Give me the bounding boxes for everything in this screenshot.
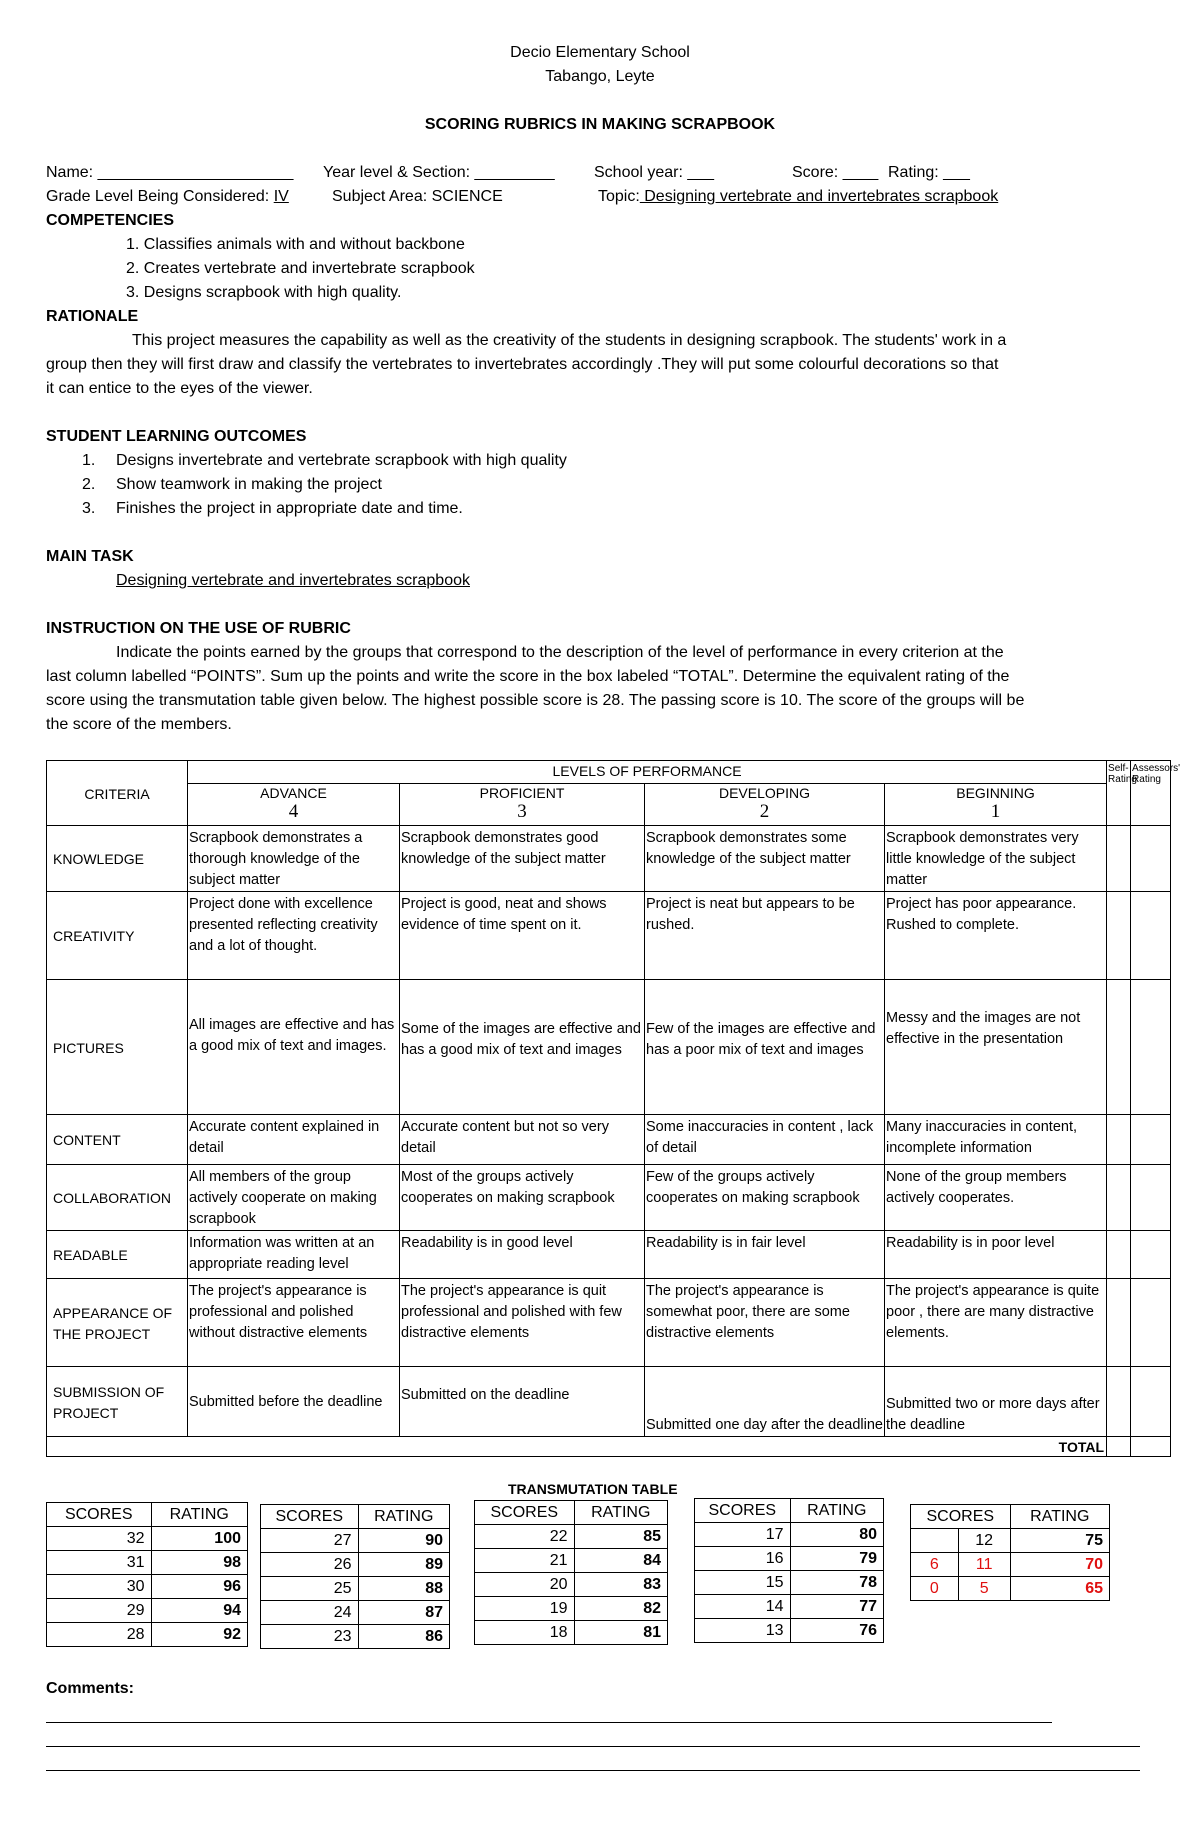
descriptor-cell: Project is good, neat and shows evidence of time spent on it.	[400, 892, 645, 980]
descriptor-cell: Readability is in poor level	[885, 1231, 1107, 1279]
score-cell: 23	[261, 1625, 359, 1649]
page-title: SCORING RUBRICS IN MAKING SCRAPBOOK	[424, 116, 776, 133]
table-row	[47, 826, 1171, 892]
topic	[598, 188, 998, 206]
table-row	[47, 1575, 248, 1599]
table-row	[911, 1553, 1110, 1577]
table-row	[695, 1619, 884, 1643]
outcome-num: 1.	[82, 452, 96, 469]
rating-cell: 82	[574, 1597, 667, 1621]
descriptor-cell: Few of the groups actively cooperates on making scrapbook	[645, 1165, 885, 1231]
school-year-field: School year: ___	[594, 164, 715, 181]
assessors-rating-cell[interactable]	[1131, 1279, 1171, 1367]
rating-cell: 77	[790, 1595, 883, 1619]
transmutation-title: TRANSMUTATION TABLE	[508, 1481, 678, 1497]
assessors-rating-cell[interactable]	[1131, 826, 1171, 892]
score-cell: 11	[958, 1553, 1010, 1577]
table-row	[47, 1367, 1171, 1437]
grade-level-value: IV	[273, 188, 289, 205]
score-cell: 14	[695, 1595, 791, 1619]
level-header	[188, 784, 400, 826]
table-row	[47, 1623, 248, 1647]
transmutation-table-5	[910, 1504, 1110, 1601]
descriptor-cell: Scrapbook demonstrates very little knowledge of the subject matter	[885, 826, 1107, 892]
criterion-label: APPEARANCE OF THE PROJECT	[47, 1279, 188, 1367]
table-row	[47, 980, 1171, 1115]
outcome-item: Finishes the project in appropriate date and time.	[116, 500, 463, 517]
level-name: DEVELOPING	[718, 785, 811, 801]
min-score-cell	[911, 1529, 959, 1553]
score-cell: 16	[695, 1547, 791, 1571]
descriptor-cell: None of the group members actively cooperates.	[885, 1165, 1107, 1231]
main-task-heading: MAIN TASK	[46, 548, 134, 565]
table-row	[47, 1599, 248, 1623]
instruction-heading: INSTRUCTION ON THE USE OF RUBRIC	[46, 620, 351, 637]
topic-value: Designing vertebrate and invertebrates scrapbook	[639, 188, 999, 205]
score-cell: 13	[695, 1619, 791, 1643]
score-cell: 32	[47, 1527, 152, 1551]
rating-header: RATING	[358, 1505, 449, 1529]
scores-header: SCORES	[475, 1501, 575, 1525]
rating-cell: 70	[1010, 1553, 1109, 1577]
score-cell: 12	[958, 1529, 1010, 1553]
table-row	[47, 1165, 1171, 1231]
outcome-num: 2.	[82, 476, 96, 493]
descriptor-cell: The project's appearance is quite poor , there are many distractive elements.	[885, 1279, 1107, 1367]
level-name: PROFICIENT	[479, 785, 565, 801]
table-row	[47, 892, 1171, 980]
assessors-rating-header: Assessors' Rating	[1131, 761, 1171, 826]
descriptor-cell: The project's appearance is somewhat poor, there are some distractive elements	[645, 1279, 885, 1367]
comment-line[interactable]	[46, 1770, 1140, 1771]
table-row	[695, 1595, 884, 1619]
assessors-rating-cell[interactable]	[1131, 1165, 1171, 1231]
rating-cell: 94	[151, 1599, 248, 1623]
school-name: Decio Elementary School	[510, 44, 690, 61]
rating-cell: 89	[358, 1553, 449, 1577]
criterion-label: CONTENT	[47, 1115, 188, 1165]
criteria-header: CRITERIA	[47, 761, 188, 826]
descriptor-cell: Scrapbook demonstrates good knowledge of the subject matter	[400, 826, 645, 892]
rating-cell: 79	[790, 1547, 883, 1571]
rating-cell: 88	[358, 1577, 449, 1601]
total-row	[47, 1437, 1171, 1457]
table-row	[475, 1597, 668, 1621]
score-cell: 17	[695, 1523, 791, 1547]
rationale-text: it can entice to the eyes of the viewer.	[46, 380, 313, 397]
descriptor-cell: Scrapbook demonstrates a thorough knowledge of the subject matter	[188, 826, 400, 892]
table-row	[475, 1525, 668, 1549]
table-row	[475, 1573, 668, 1597]
comments-label: Comments:	[46, 1680, 135, 1697]
score-cell: 22	[475, 1525, 575, 1549]
rating-cell: 85	[574, 1525, 667, 1549]
self-rating-cell[interactable]	[1107, 980, 1131, 1115]
level-header	[400, 784, 645, 826]
score-cell: 21	[475, 1549, 575, 1573]
descriptor-cell: Scrapbook demonstrates some knowledge of the subject matter	[645, 826, 885, 892]
rating-cell: 81	[574, 1621, 667, 1645]
level-points: 4	[288, 801, 299, 822]
topic-label: Topic:	[598, 188, 640, 205]
table-row	[261, 1529, 450, 1553]
min-score-cell: 6	[911, 1553, 959, 1577]
self-rating-cell[interactable]	[1107, 1279, 1131, 1367]
table-row	[475, 1621, 668, 1645]
score-cell: 30	[47, 1575, 152, 1599]
outcome-item: Show teamwork in making the project	[116, 476, 382, 493]
rationale-heading: RATIONALE	[46, 308, 139, 325]
transmutation-table-4	[694, 1498, 884, 1643]
rating-header: RATING	[790, 1499, 883, 1523]
rationale-text: This project measures the capability as well as the creativity of the students in designing scrapbook. The students' work in a	[132, 332, 1007, 349]
level-header	[885, 784, 1107, 826]
grade-level	[46, 188, 289, 206]
rating-cell: 90	[358, 1529, 449, 1553]
rating-cell: 84	[574, 1549, 667, 1573]
table-row	[47, 1527, 248, 1551]
year-level-field: Year level & Section: _________	[323, 164, 555, 181]
rating-cell: 100	[151, 1527, 248, 1551]
rating-cell: 75	[1010, 1529, 1109, 1553]
rating-cell: 76	[790, 1619, 883, 1643]
level-name: BEGINNING	[956, 785, 1035, 801]
descriptor-cell: Submitted before the deadline	[188, 1367, 400, 1437]
level-points: 2	[759, 801, 770, 822]
outcome-num: 3.	[82, 500, 96, 517]
instruction-text: last column labelled “POINTS”. Sum up the points and write the score in the box labeled “TOTAL”. Determine the equivalent rating of the	[46, 668, 1010, 685]
rating-cell: 78	[790, 1571, 883, 1595]
descriptor-cell: Accurate content explained in detail	[188, 1115, 400, 1165]
descriptor-cell: Readability is in fair level	[645, 1231, 885, 1279]
table-row	[695, 1523, 884, 1547]
criterion-label: COLLABORATION	[47, 1165, 188, 1231]
table-row	[911, 1577, 1110, 1601]
rating-header: RATING	[151, 1503, 248, 1527]
rating-cell: 86	[358, 1625, 449, 1649]
subject-area: Subject Area: SCIENCE	[332, 188, 503, 205]
descriptor-cell: Many inaccuracies in content, incomplete information	[885, 1115, 1107, 1165]
criterion-label: READABLE	[47, 1231, 188, 1279]
assessors-rating-cell[interactable]	[1131, 980, 1171, 1115]
table-row	[47, 1115, 1171, 1165]
table-row	[261, 1601, 450, 1625]
competency-item: 2. Creates vertebrate and invertebrate scrapbook	[126, 260, 475, 277]
total-label: TOTAL	[47, 1437, 1107, 1457]
descriptor-cell: Most of the groups actively cooperates on making scrapbook	[400, 1165, 645, 1231]
main-task-text: Designing vertebrate and invertebrates scrapbook	[116, 572, 470, 589]
self-rating-cell[interactable]	[1107, 1367, 1131, 1437]
outcome-item: Designs invertebrate and vertebrate scrapbook with high quality	[116, 452, 567, 469]
rating-cell: 80	[790, 1523, 883, 1547]
rating-cell: 98	[151, 1551, 248, 1575]
score-cell: 27	[261, 1529, 359, 1553]
rating-cell: 65	[1010, 1577, 1109, 1601]
transmutation-table-3	[474, 1500, 668, 1645]
assessors-rating-cell[interactable]	[1131, 892, 1171, 980]
self-rating-cell[interactable]	[1107, 1231, 1131, 1279]
score-cell: 18	[475, 1621, 575, 1645]
table-row	[695, 1547, 884, 1571]
instruction-text: score using the transmutation table given below. The highest possible score is 28. The passing score is 10. The score of the groups will be	[46, 692, 1025, 709]
descriptor-cell: Accurate content but not so very detail	[400, 1115, 645, 1165]
comment-line[interactable]	[46, 1746, 1140, 1747]
competency-item: 1. Classifies animals with and without backbone	[126, 236, 465, 253]
score-cell: 25	[261, 1577, 359, 1601]
instruction-text: the score of the members.	[46, 716, 232, 733]
descriptor-cell: Readability is in good level	[400, 1231, 645, 1279]
table-row	[261, 1553, 450, 1577]
transmutation-table-1	[46, 1502, 248, 1647]
level-name: ADVANCE	[260, 785, 327, 801]
score-cell: 26	[261, 1553, 359, 1577]
self-rating-cell[interactable]	[1107, 892, 1131, 980]
scores-header: SCORES	[911, 1505, 1011, 1529]
descriptor-cell: Messy and the images are not effective in the presentation	[885, 980, 1107, 1115]
instruction-text: Indicate the points earned by the groups that correspond to the description of the level of performance in every criterion at the	[116, 644, 1004, 661]
descriptor-cell: Project is neat but appears to be rushed.	[645, 892, 885, 980]
total-self-cell[interactable]	[1107, 1437, 1131, 1457]
rating-field: Rating: ___	[888, 164, 970, 181]
rating-header: RATING	[574, 1501, 667, 1525]
table-row	[475, 1549, 668, 1573]
score-cell: 5	[958, 1577, 1010, 1601]
name-field: Name: ______________________	[46, 164, 294, 181]
score-cell: 29	[47, 1599, 152, 1623]
descriptor-cell: Project has poor appearance. Rushed to complete.	[885, 892, 1107, 980]
table-row	[695, 1571, 884, 1595]
level-points: 1	[990, 801, 1001, 822]
min-score-cell: 0	[911, 1577, 959, 1601]
score-cell: 15	[695, 1571, 791, 1595]
rating-cell: 83	[574, 1573, 667, 1597]
table-row	[47, 1231, 1171, 1279]
table-row	[261, 1577, 450, 1601]
self-rating-header: Self-Rating	[1107, 761, 1131, 826]
levels-header: LEVELS OF PERFORMANCE	[188, 761, 1107, 784]
score-cell: 31	[47, 1551, 152, 1575]
table-row	[261, 1625, 450, 1649]
descriptor-cell: Submitted two or more days after the deadline	[885, 1367, 1107, 1437]
table-row	[911, 1529, 1110, 1553]
descriptor-cell: Submitted one day after the deadline	[645, 1367, 885, 1437]
descriptor-cell: The project's appearance is professional and polished without distractive elements	[188, 1279, 400, 1367]
rubric-table	[46, 760, 1181, 1457]
self-rating-cell[interactable]	[1107, 1115, 1131, 1165]
rationale-text: group then they will first draw and classify the vertebrates to invertebrates accordingly .They will put some colourful decorations so that	[46, 356, 999, 373]
outcomes-heading: STUDENT LEARNING OUTCOMES	[46, 428, 307, 445]
descriptor-cell: All members of the group actively cooperate on making scrapbook	[188, 1165, 400, 1231]
scores-header: SCORES	[47, 1503, 152, 1527]
assessors-rating-cell[interactable]	[1131, 1367, 1171, 1437]
score-field: Score: ____	[792, 164, 879, 181]
scores-header: SCORES	[261, 1505, 359, 1529]
score-cell: 28	[47, 1623, 152, 1647]
descriptor-cell: Submitted on the deadline	[400, 1367, 645, 1437]
self-rating-cell[interactable]	[1107, 826, 1131, 892]
rating-header: RATING	[1010, 1505, 1109, 1529]
descriptor-cell: The project's appearance is quit professional and polished with few distractive elements	[400, 1279, 645, 1367]
criterion-label: CREATIVITY	[47, 892, 188, 980]
level-points: 3	[517, 801, 527, 822]
descriptor-cell: Information was written at an appropriate reading level	[188, 1231, 400, 1279]
criterion-label: PICTURES	[47, 980, 188, 1115]
table-row	[47, 1279, 1171, 1367]
competencies-heading: COMPETENCIES	[46, 212, 175, 229]
assessors-rating-cell[interactable]	[1131, 1115, 1171, 1165]
total-assessors-cell[interactable]	[1131, 1437, 1171, 1457]
competency-item: 3. Designs scrapbook with high quality.	[126, 284, 402, 301]
score-cell: 20	[475, 1573, 575, 1597]
scores-header: SCORES	[695, 1499, 791, 1523]
rating-cell: 92	[151, 1623, 248, 1647]
descriptor-cell: Some inaccuracies in content , lack of detail	[645, 1115, 885, 1165]
assessors-rating-cell[interactable]	[1131, 1231, 1171, 1279]
score-cell: 19	[475, 1597, 575, 1621]
criterion-label: KNOWLEDGE	[47, 826, 188, 892]
grade-level-label: Grade Level Being Considered:	[46, 188, 270, 205]
self-rating-cell[interactable]	[1107, 1165, 1131, 1231]
descriptor-cell: Few of the images are effective and has a poor mix of text and images	[645, 980, 885, 1115]
level-header	[645, 784, 885, 826]
descriptor-cell: Some of the images are effective and has a good mix of text and images	[400, 980, 645, 1115]
descriptor-cell: All images are effective and has a good mix of text and images.	[188, 980, 400, 1115]
comment-line[interactable]	[46, 1722, 1052, 1723]
rating-cell: 96	[151, 1575, 248, 1599]
school-location: Tabango, Leyte	[545, 68, 655, 85]
rating-cell: 87	[358, 1601, 449, 1625]
score-cell: 24	[261, 1601, 359, 1625]
table-row	[47, 1551, 248, 1575]
descriptor-cell: Project done with excellence presented reflecting creativity and a lot of thought.	[188, 892, 400, 980]
transmutation-table-2	[260, 1504, 450, 1649]
criterion-label: SUBMISSION OF PROJECT	[47, 1367, 188, 1437]
